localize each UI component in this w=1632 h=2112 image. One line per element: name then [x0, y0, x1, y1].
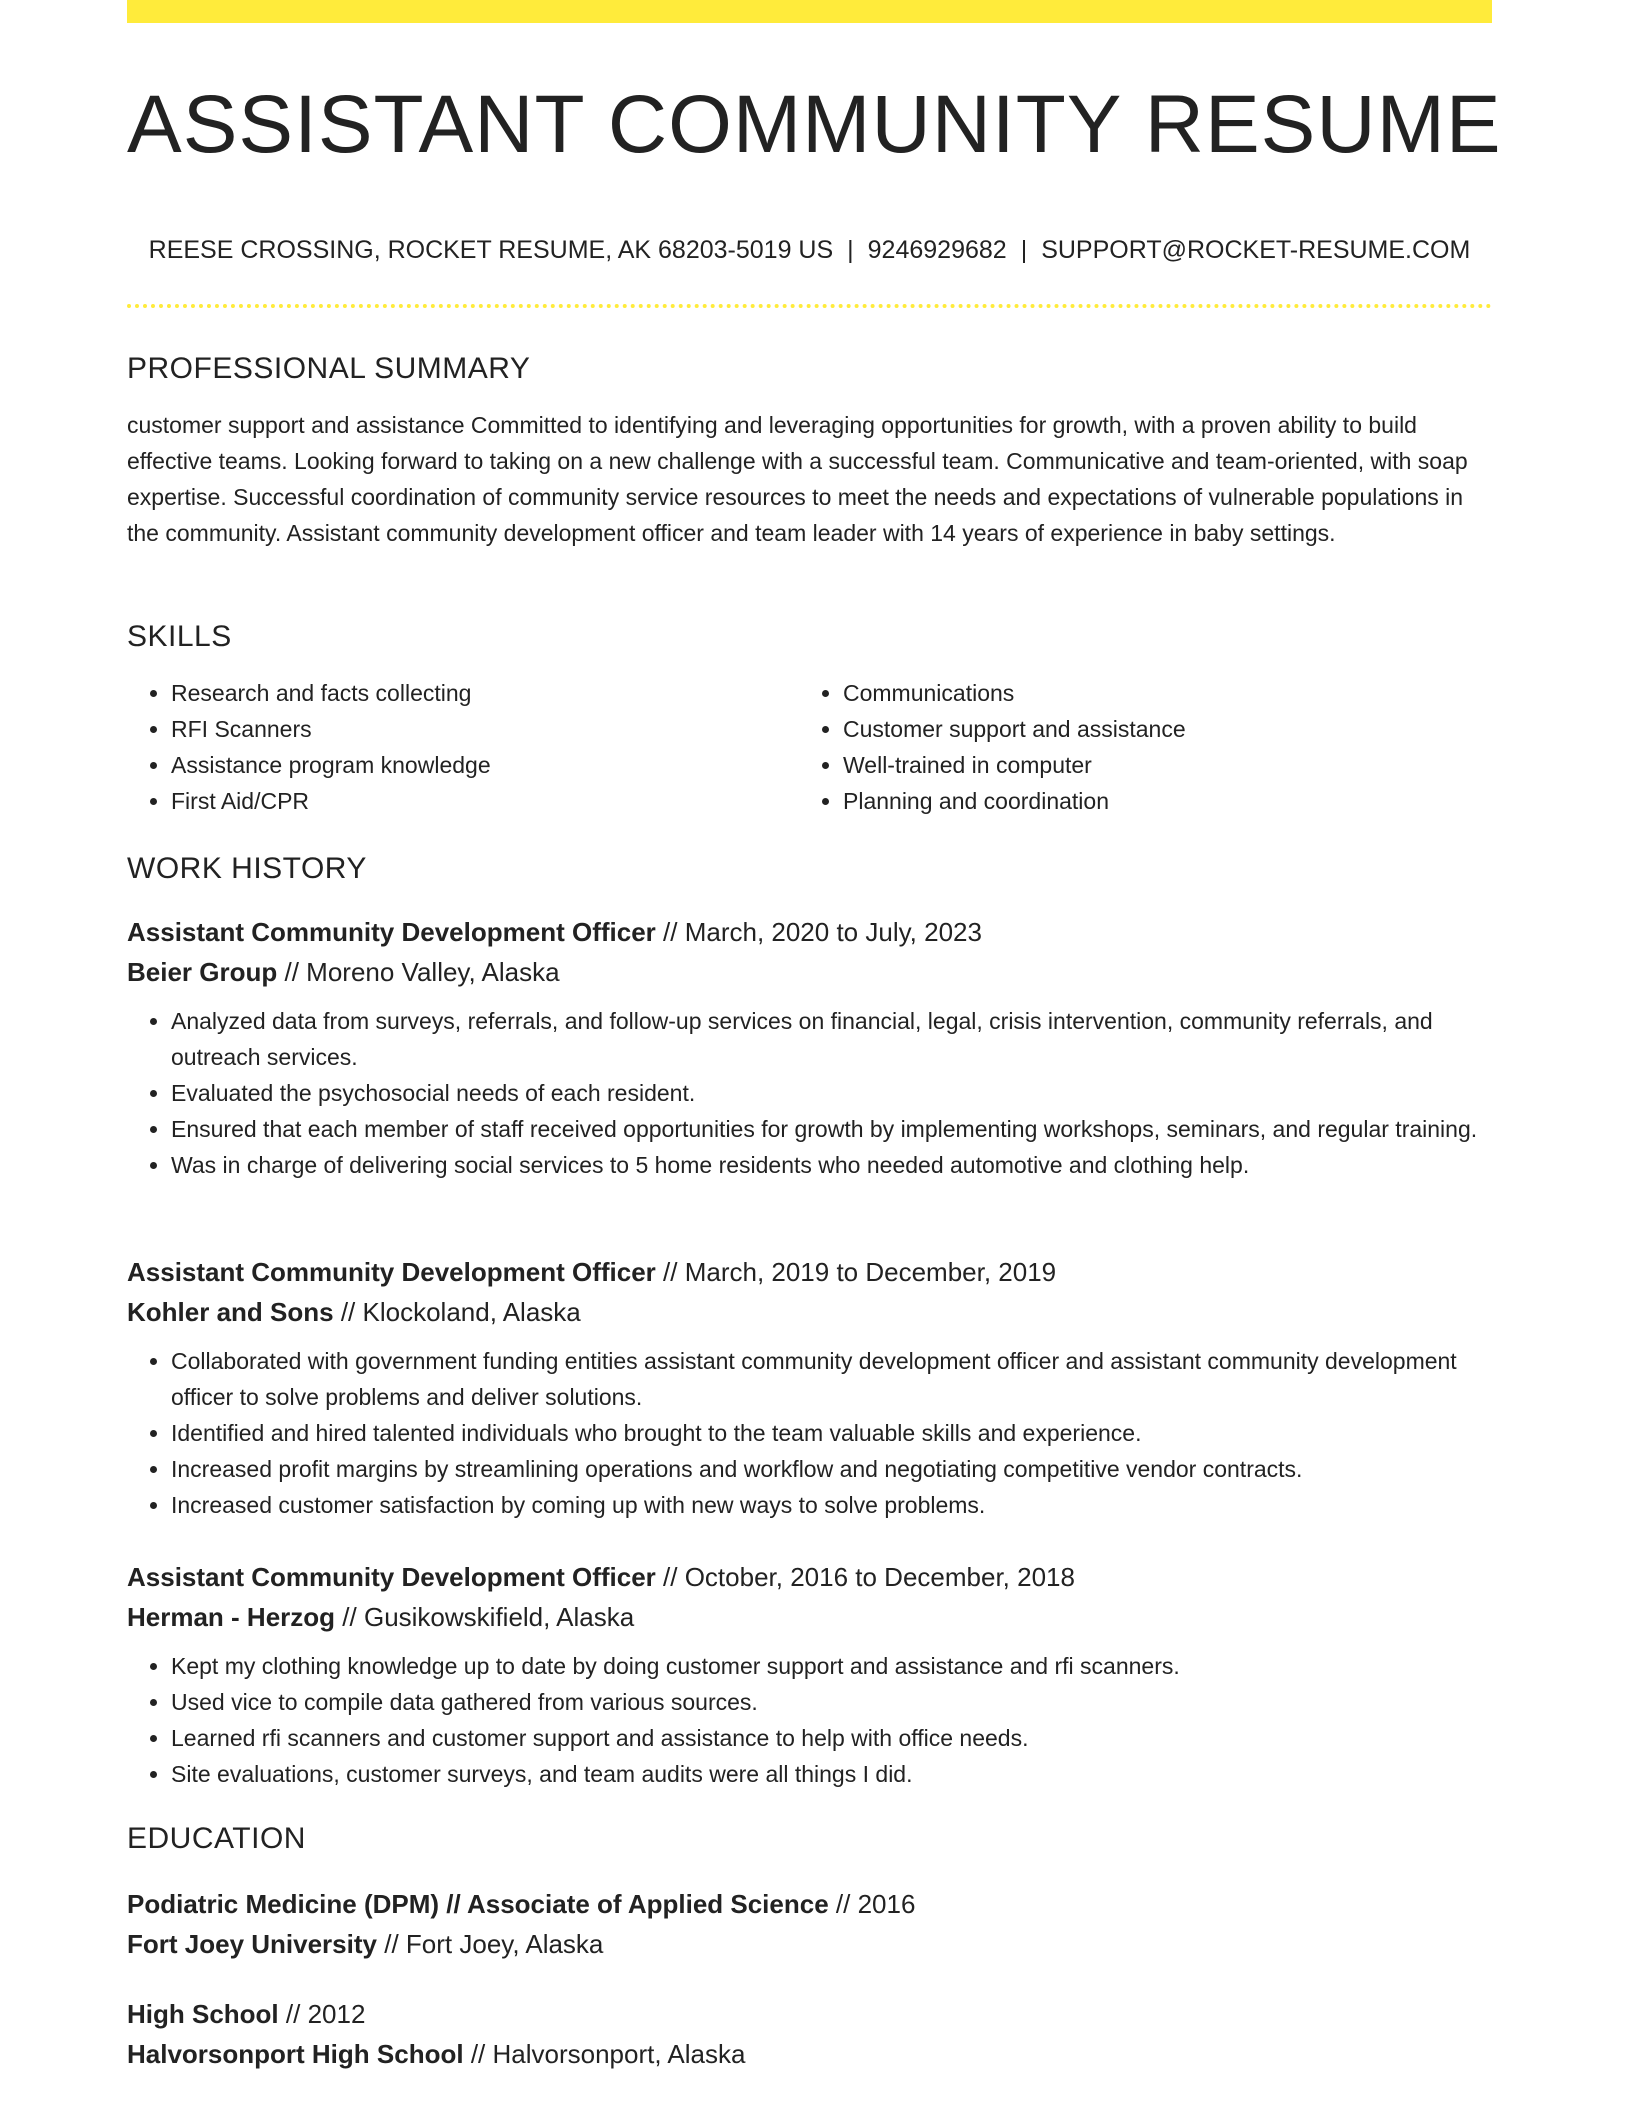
job-company-line — [127, 1597, 1492, 1637]
job-location: Moreno Valley, Alaska — [306, 957, 560, 987]
skill-item: • Research and facts collecting — [171, 675, 799, 711]
job-bullets — [127, 1343, 1492, 1523]
job-bullet: • Increased profit margins by streamlining operations and workflow and negotiating competitive vendor contracts. — [171, 1451, 1492, 1487]
contact-address: REESE CROSSING, ROCKET RESUME, AK 68203-5019 US — [148, 236, 834, 264]
job-dates: March, 2020 to July, 2023 — [684, 917, 982, 947]
summary-section — [127, 352, 1492, 551]
job-company-line — [127, 1292, 1492, 1332]
top-accent-bar — [127, 0, 1492, 23]
job-bullet: • Learned rfi scanners and customer support and assistance to help with office needs. — [171, 1720, 1492, 1756]
delimiter: // — [340, 1297, 356, 1327]
job-bullet: • Identified and hired talented individuals who brought to the team valuable skills and experience. — [171, 1415, 1492, 1451]
job-bullet: • Kept my clothing knowledge up to date by doing customer support and assistance and rfi scanners. — [171, 1648, 1492, 1684]
job-bullet: • Ensured that each member of staff received opportunities for growth by implementing workshops, seminars, and regular training. — [171, 1111, 1492, 1147]
work-heading: WORK HISTORY — [127, 852, 367, 885]
degree: High School — [127, 1999, 279, 2029]
job-location: Klockoland, Alaska — [362, 1297, 581, 1327]
skills-heading: SKILLS — [127, 620, 232, 653]
delimiter: // — [663, 1562, 678, 1592]
degree-line — [127, 1884, 1492, 1924]
school-line — [127, 2034, 1492, 2074]
degree-year: 2016 — [857, 1889, 916, 1919]
job-title-line — [127, 912, 1492, 952]
delimiter: // — [384, 1929, 399, 1959]
job-entry — [127, 1557, 1492, 1792]
skills-section — [127, 620, 1492, 819]
degree: Podiatric Medicine (DPM) // Associate of Applied Science — [127, 1889, 829, 1919]
skill-item: • Planning and coordination — [843, 783, 1471, 819]
skill-item: • Customer support and assistance — [843, 711, 1471, 747]
job-entry — [127, 1252, 1492, 1523]
contact-separator: | — [847, 236, 854, 264]
resume-title: ASSISTANT COMMUNITY RESUME — [127, 79, 1502, 170]
delimiter: // — [285, 1999, 301, 2029]
school-line — [127, 1924, 1492, 1964]
delimiter: // — [835, 1889, 851, 1919]
job-company-line — [127, 952, 1492, 992]
job-bullet: • Site evaluations, customer surveys, and team audits were all things I did. — [171, 1756, 1492, 1792]
skill-item: • RFI Scanners — [171, 711, 799, 747]
summary-heading: PROFESSIONAL SUMMARY — [127, 352, 531, 385]
school-location: Halvorsonport, Alaska — [492, 2039, 746, 2069]
job-bullet: • Was in charge of delivering social services to 5 home residents who needed automotive and clothing help. — [171, 1147, 1492, 1183]
skill-item: • Communications — [843, 675, 1471, 711]
job-bullet: • Used vice to compile data gathered from various sources. — [171, 1684, 1492, 1720]
summary-text: customer support and assistance Committed to identifying and leveraging opportunities for growth, with a proven ability to build effective teams. Looking forward to taking on a new challenge with a successful team. Communicative and team-oriented, with soap expertise. Successful coordination of community service resources to meet the needs and expectations of vulnerable populations in the community. Assistant community development officer and team leader with 14 years of experience in baby settings. — [127, 412, 1468, 546]
skill-item: • Assistance program knowledge — [171, 747, 799, 783]
school: Fort Joey University — [127, 1929, 377, 1959]
skills-grid — [127, 675, 1492, 819]
contact-phone: 9246929682 — [867, 236, 1007, 264]
skills-right-list — [799, 675, 1471, 819]
job-entry — [127, 912, 1492, 1183]
contact-separator: | — [1020, 236, 1028, 264]
job-company: Beier Group — [127, 957, 278, 987]
education-section — [127, 1822, 1492, 1856]
school-location: Fort Joey, Alaska — [405, 1929, 604, 1959]
job-bullets — [127, 1003, 1492, 1183]
job-bullet: • Analyzed data from surveys, referrals, and follow-up services on financial, legal, crisis intervention, community referrals, and outreach services. — [171, 1003, 1492, 1075]
job-bullet: • Increased customer satisfaction by coming up with new ways to solve problems. — [171, 1487, 1492, 1523]
contact-line — [127, 236, 1492, 265]
degree-year: 2012 — [307, 1999, 366, 2029]
skill-item: • Well-trained in computer — [843, 747, 1471, 783]
job-title: Assistant Community Development Officer — [127, 1562, 656, 1592]
degree-line — [127, 1994, 1492, 2034]
job-dates: March, 2019 to December, 2019 — [684, 1257, 1057, 1287]
work-section — [127, 852, 1492, 886]
skill-item: • First Aid/CPR — [171, 783, 799, 819]
delimiter: // — [470, 2039, 486, 2069]
delimiter: // — [284, 957, 299, 987]
education-entry — [127, 1884, 1492, 1964]
job-bullet: • Evaluated the psychosocial needs of each resident. — [171, 1075, 1492, 1111]
contact-email: SUPPORT@ROCKET-RESUME.COM — [1041, 236, 1471, 264]
job-bullets — [127, 1648, 1492, 1792]
job-title-line — [127, 1557, 1492, 1597]
delimiter: // — [663, 917, 678, 947]
job-company: Kohler and Sons — [127, 1297, 334, 1327]
skills-left-list — [127, 675, 799, 819]
job-title-line — [127, 1252, 1492, 1292]
job-title: Assistant Community Development Officer — [127, 917, 656, 947]
job-company: Herman - Herzog — [127, 1602, 336, 1632]
school: Halvorsonport High School — [127, 2039, 464, 2069]
job-dates: October, 2016 to December, 2018 — [684, 1562, 1075, 1592]
dotted-divider — [127, 304, 1492, 308]
job-title: Assistant Community Development Officer — [127, 1257, 656, 1287]
delimiter: // — [663, 1257, 678, 1287]
job-bullet: • Collaborated with government funding entities assistant community development officer and assistant community development officer to solve problems and deliver solutions. — [171, 1343, 1492, 1415]
delimiter: // — [342, 1602, 357, 1632]
education-heading: EDUCATION — [127, 1822, 306, 1855]
job-location: Gusikowskifield, Alaska — [363, 1602, 635, 1632]
education-entry — [127, 1994, 1492, 2074]
